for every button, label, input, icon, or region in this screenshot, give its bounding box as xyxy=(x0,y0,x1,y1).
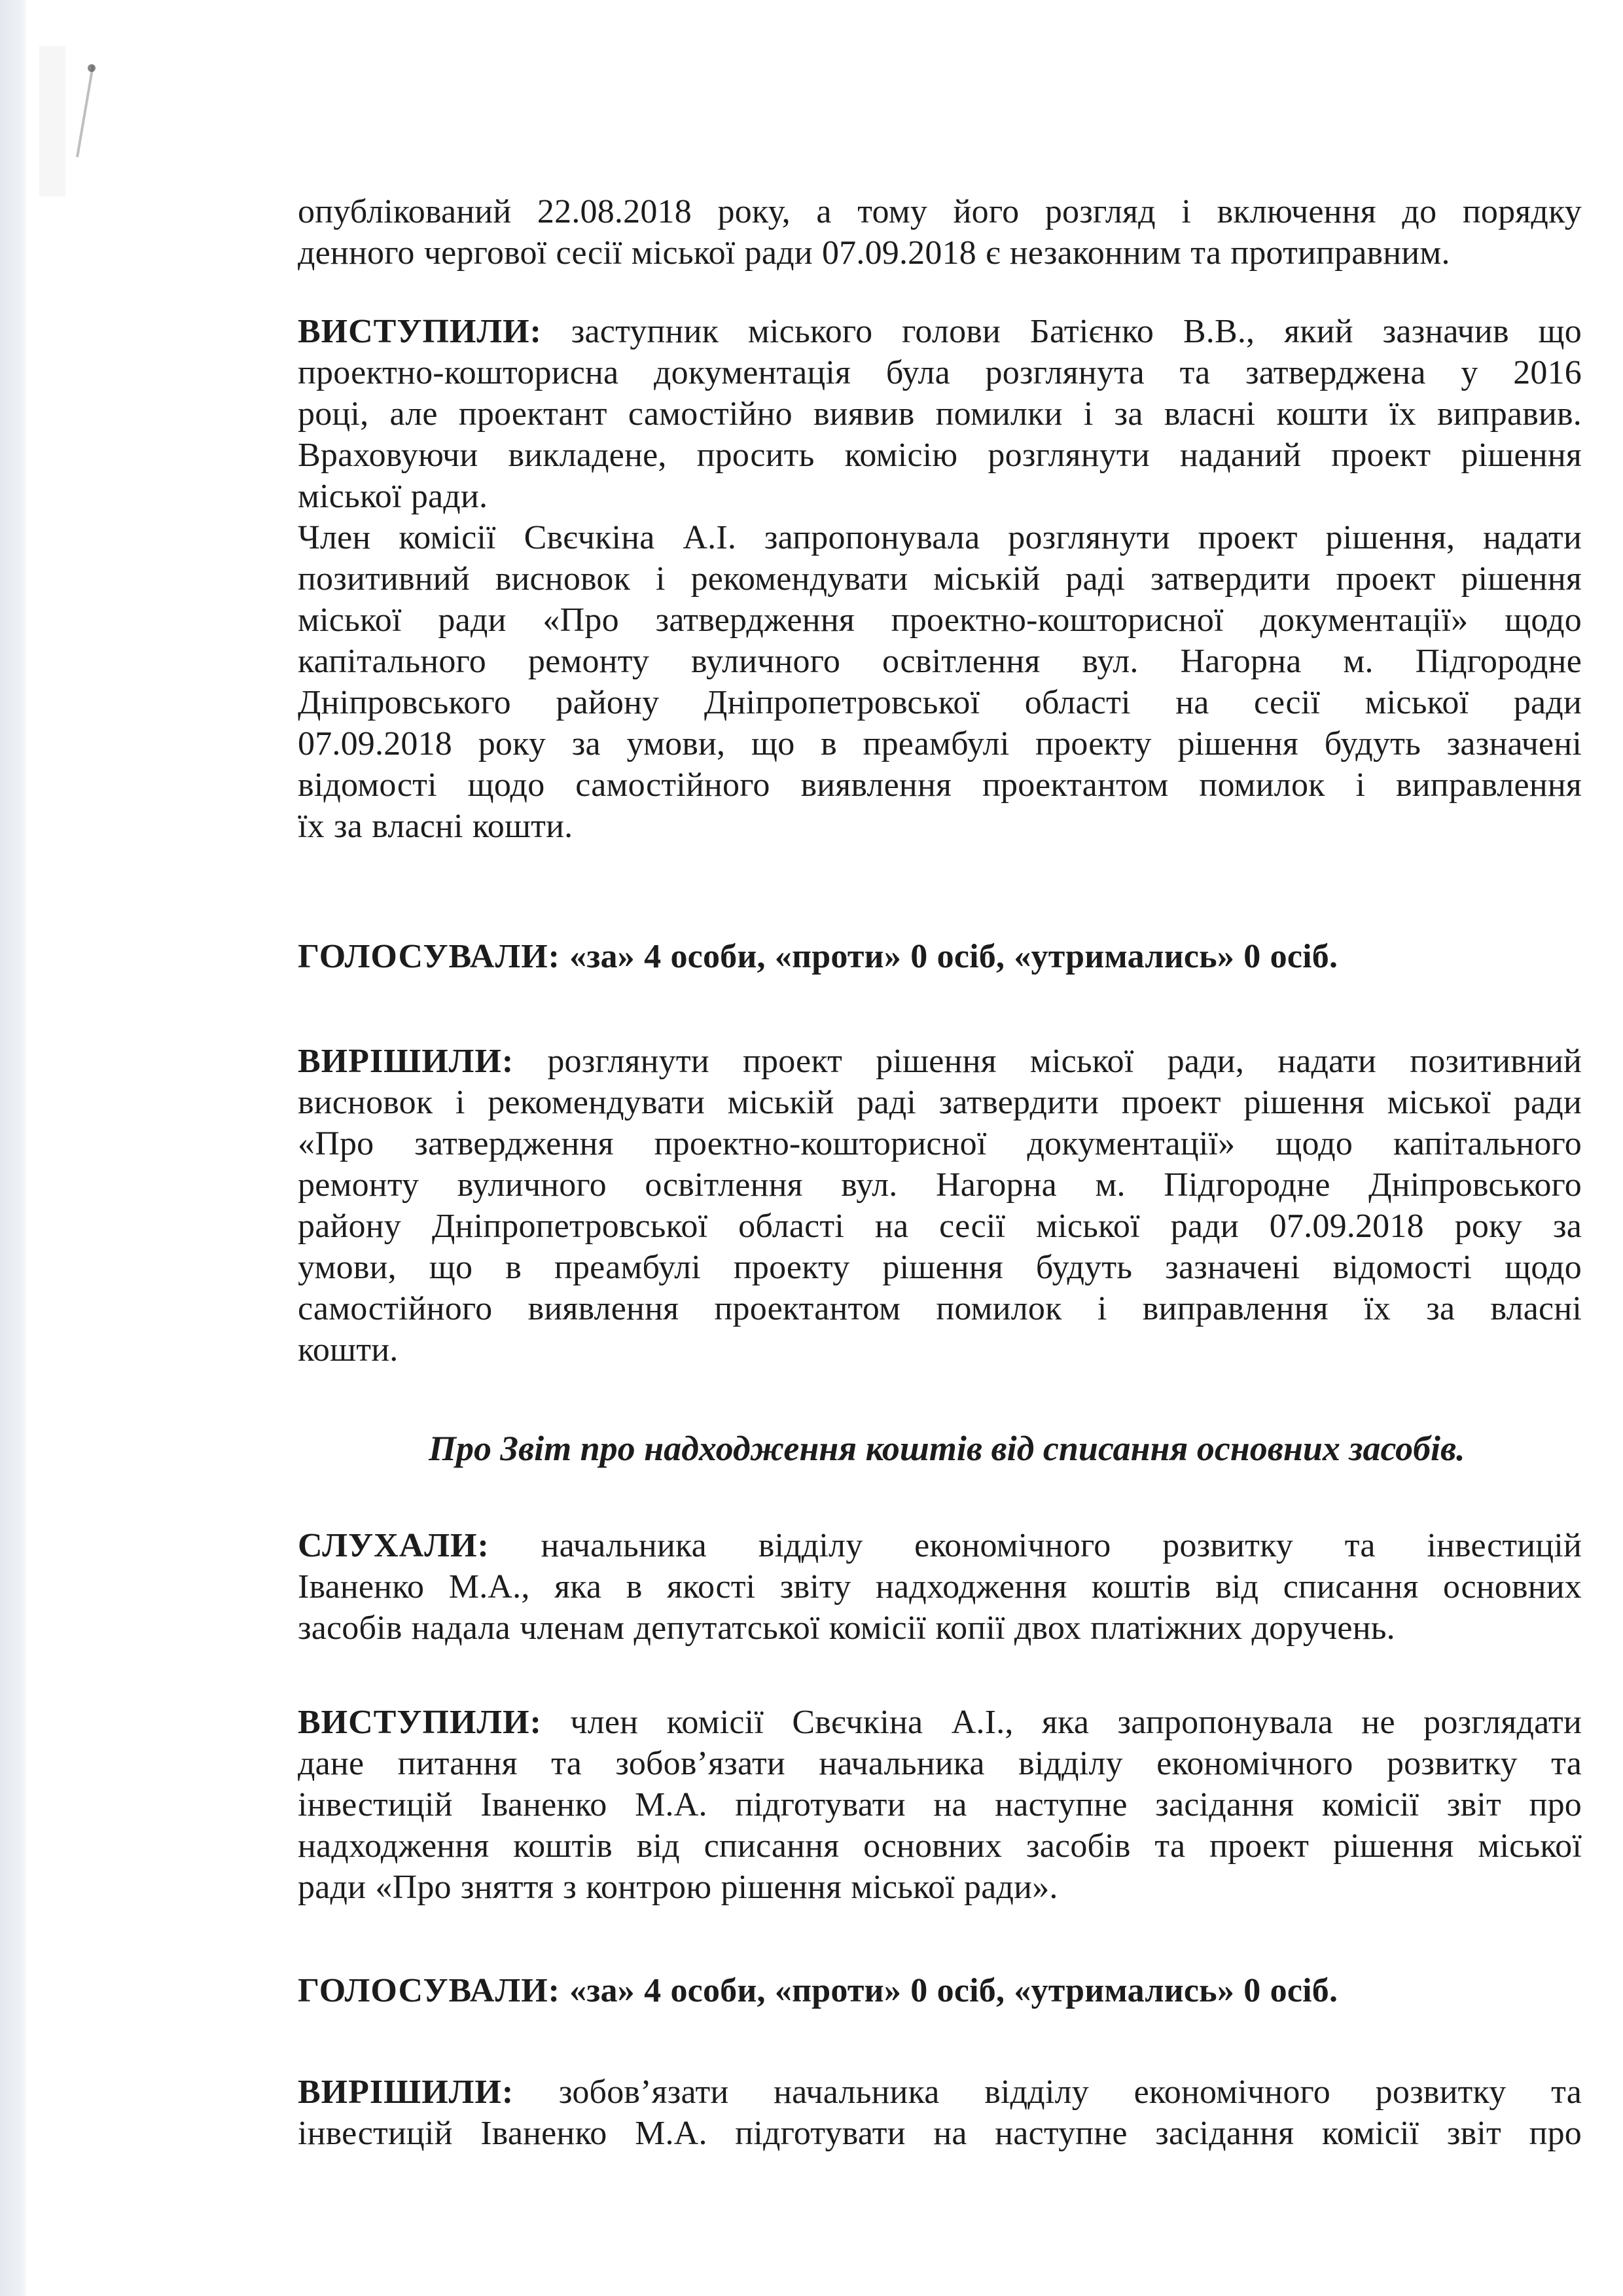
text-line: інвестицій Іваненко М.А. підготувати на наступне засідання комісії звіт про xyxy=(298,2115,1582,2152)
vystupyly-section-1 xyxy=(298,311,1582,847)
scan-edge xyxy=(0,0,26,2296)
text-line: році, але проектант самостійно виявив помилки і за власні кошти їх виправив. xyxy=(298,395,1582,433)
vyrishyly-section-1 xyxy=(298,1041,1582,1371)
text-line: Враховуючи викладене, просить комісію розглянути наданий проект рішення xyxy=(298,437,1582,474)
vote-result: «за» 4 особи, «проти» 0 осіб, «утримались» 0 осіб. xyxy=(560,938,1338,975)
agenda-item-heading: Про Звіт про надходження коштів від списання основних засобів. xyxy=(429,1429,1465,1468)
vystupyly-section-2 xyxy=(298,1702,1582,1908)
text-line: Дніпровського району Дніпропетровської області на сесії міської ради xyxy=(298,684,1582,721)
text-line: дане питання та зобов’язати начальника відділу економічного розвитку та xyxy=(298,1745,1582,1782)
document-page xyxy=(298,0,1582,2296)
text-line: денного чергової сесії міської ради 07.09.2018 є незаконним та протиправним. xyxy=(298,234,1450,272)
section-label: ВИСТУПИЛИ: xyxy=(298,1704,542,1741)
scan-mark-icon xyxy=(39,46,118,196)
text-line: самостійного виявлення проектантом помилок і виправлення їх за власні xyxy=(298,1290,1582,1327)
intro-paragraph xyxy=(298,191,1582,274)
text-line: їх за власні кошти. xyxy=(298,808,573,845)
text-line: Іваненко М.А., яка в якості звіту надходження коштів від списання основних xyxy=(298,1568,1582,1605)
text-line: 07.09.2018 року за умови, що в преамбулі проекту рішення будуть зазначені xyxy=(298,725,1582,762)
text-line: член комісії Свєчкіна А.І., яка запропонувала не розглядати xyxy=(541,1704,1582,1741)
vyrishyly-section-2 xyxy=(298,2072,1582,2154)
text-line: надходження коштів від списання основних засобів та проект рішення міської xyxy=(298,1827,1582,1865)
text-line: кошти. xyxy=(298,1331,399,1369)
text-line: міської ради. xyxy=(298,478,488,515)
vote-result: «за» 4 особи, «проти» 0 осіб, «утримались» 0 осіб. xyxy=(560,1972,1338,2009)
text-line: ремонту вуличного освітлення вул. Нагорна м. Підгородне Дніпровського xyxy=(298,1166,1582,1204)
holosuvaly-section-2 xyxy=(298,1970,1582,2011)
text-line: засобів надала членам депутатської комісії копії двох платіжних доручень. xyxy=(298,1609,1395,1647)
text-line: проектно-кошторисна документація була розглянута та затверджена у 2016 xyxy=(298,354,1582,391)
section-label: СЛУХАЛИ: xyxy=(298,1527,490,1564)
section-label: ГОЛОСУВАЛИ: xyxy=(298,938,560,975)
text-line: зобов’язати начальника відділу економічного розвитку та xyxy=(514,2073,1582,2111)
text-line: позитивний висновок і рекомендувати міській раді затвердити проект рішення xyxy=(298,560,1582,598)
text-line: розглянути проект рішення міської ради, надати позитивний xyxy=(514,1043,1582,1080)
section-label: ГОЛОСУВАЛИ: xyxy=(298,1972,560,2009)
section-label: ВИСТУПИЛИ: xyxy=(298,313,542,350)
text-line: начальника відділу економічного розвитку та інвестицій xyxy=(489,1527,1582,1564)
text-line: заступник міського голови Батієнко В.В., який зазначив що xyxy=(541,313,1582,350)
text-line: інвестицій Іваненко М.А. підготувати на наступне засідання комісії звіт про xyxy=(298,1786,1582,1823)
text-line: умови, що в преамбулі проекту рішення будуть зазначені відомості щодо xyxy=(298,1249,1582,1286)
text-line: капітального ремонту вуличного освітлення вул. Нагорна м. Підгородне xyxy=(298,643,1582,680)
section-label: ВИРІШИЛИ: xyxy=(298,1043,514,1080)
text-line: Член комісії Свєчкіна А.І. запропонувала розглянути проект рішення, надати xyxy=(298,519,1582,556)
holosuvaly-section-1 xyxy=(298,936,1582,977)
text-line: міської ради «Про затвердження проектно-кошторисної документації» щодо xyxy=(298,601,1582,639)
text-line: відомості щодо самостійного виявлення проектантом помилок і виправлення xyxy=(298,766,1582,804)
text-line: висновок і рекомендувати міській раді затвердити проект рішення міської ради xyxy=(298,1084,1582,1121)
text-line: «Про затвердження проектно-кошторисної документації» щодо капітального xyxy=(298,1125,1582,1162)
section-label: ВИРІШИЛИ: xyxy=(298,2073,514,2111)
sluhaly-section-2 xyxy=(298,1525,1582,1649)
text-line: ради «Про зняття з контрою рішення міської ради». xyxy=(298,1869,1058,1906)
text-line: опублікований 22.08.2018 року, а тому його розгляд і включення до порядку xyxy=(298,193,1582,230)
text-line: району Дніпропетровської області на сесії міської ради 07.09.2018 року за xyxy=(298,1208,1582,1245)
